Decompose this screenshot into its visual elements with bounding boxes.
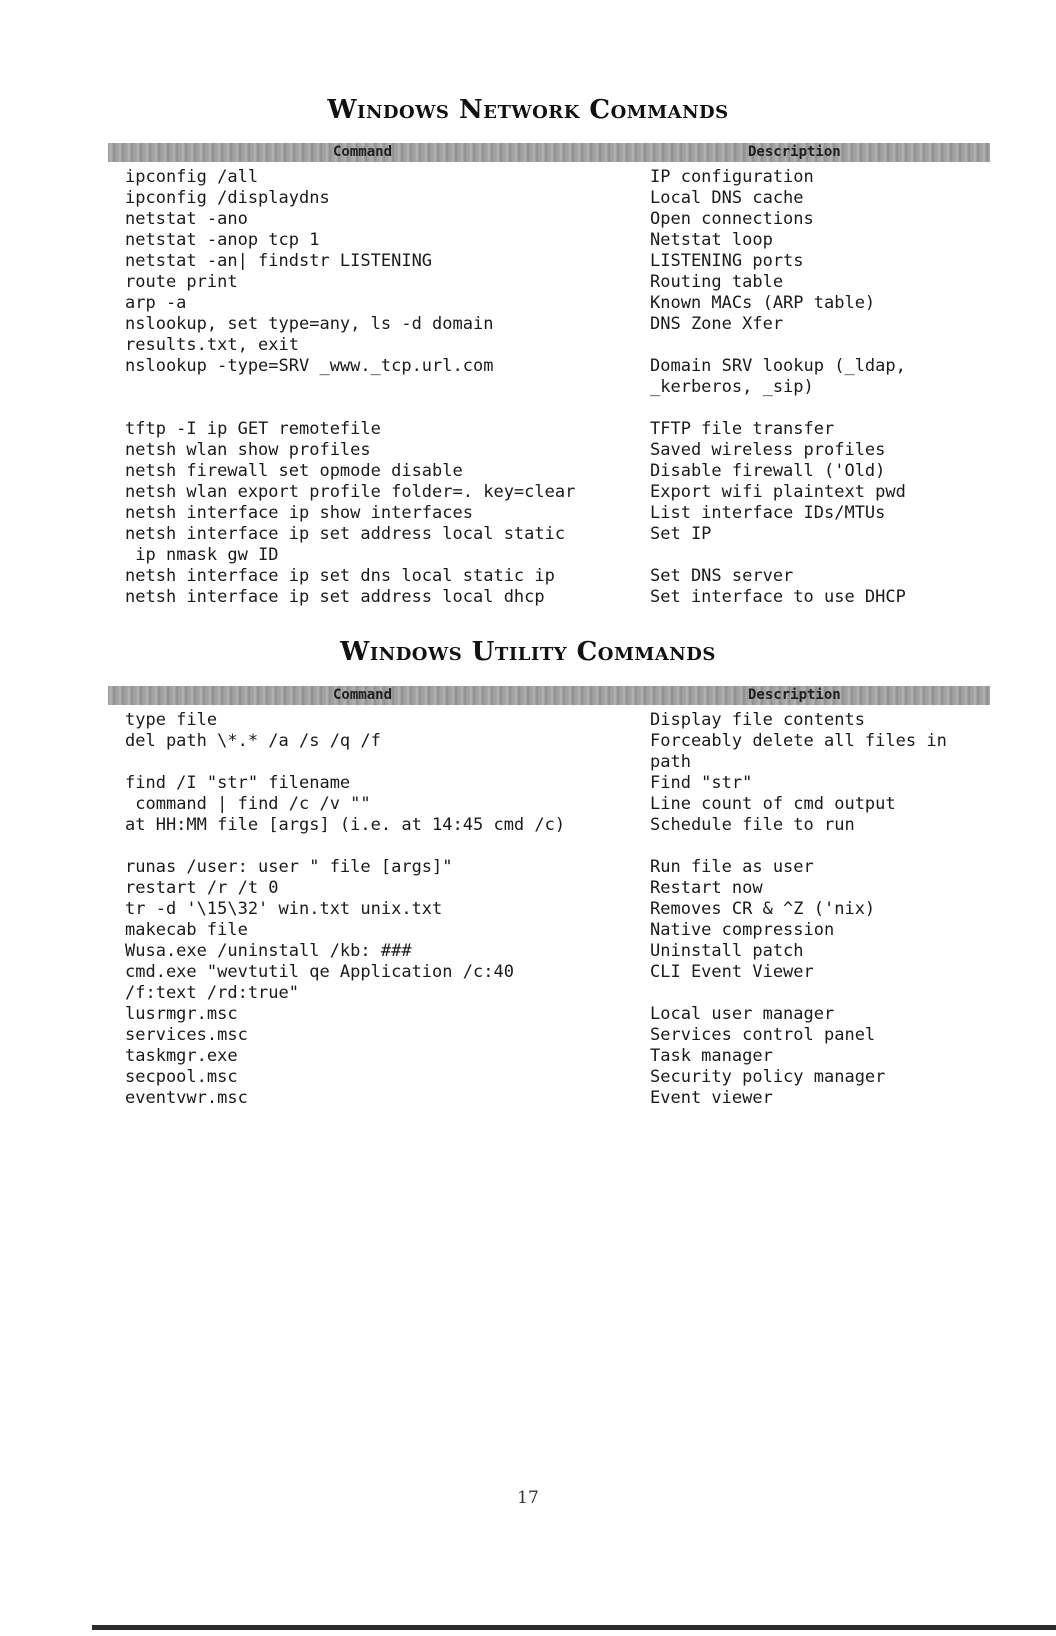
description-cell: Domain SRV lookup (_ldap, _kerberos, _sip) xyxy=(650,356,917,397)
description-cell: Uninstall patch xyxy=(650,941,804,961)
table-row xyxy=(0,314,1056,356)
table-row xyxy=(0,503,1056,524)
command-cell: netsh interface ip set address local dhcp xyxy=(125,587,545,607)
network-header-description: Description xyxy=(748,144,841,160)
table-row xyxy=(0,230,1056,251)
description-cell: Line count of cmd output xyxy=(650,794,896,814)
command-cell: tr -d '\15\32' win.txt unix.txt xyxy=(125,899,443,919)
command-cell: lusrmgr.msc xyxy=(125,1004,238,1024)
description-cell: Security policy manager xyxy=(650,1067,886,1087)
table-row xyxy=(0,419,1056,440)
table-row xyxy=(0,482,1056,503)
description-cell: Routing table xyxy=(650,272,784,292)
description-cell: TFTP file transfer xyxy=(650,419,835,439)
description-cell: Task manager xyxy=(650,1046,773,1066)
table-row xyxy=(0,1025,1056,1046)
description-cell: Services control panel xyxy=(650,1025,876,1045)
command-cell: nslookup -type=SRV _www._tcp.url.com xyxy=(125,356,494,376)
command-cell: ipconfig /displaydns xyxy=(125,188,330,208)
description-cell: Local DNS cache xyxy=(650,188,804,208)
command-cell: tftp -I ip GET remotefile xyxy=(125,419,381,439)
description-cell: Forceably delete all files in path xyxy=(650,731,958,772)
utility-table-header xyxy=(108,686,990,705)
command-cell: runas /user: user " file [args]" xyxy=(125,857,453,877)
description-cell: Set interface to use DHCP xyxy=(650,587,906,607)
command-cell: restart /r /t 0 xyxy=(125,878,279,898)
command-cell: type file xyxy=(125,710,218,730)
command-cell: Wusa.exe /uninstall /kb: ### xyxy=(125,941,412,961)
table-row xyxy=(0,857,1056,878)
table-row xyxy=(0,1046,1056,1067)
table-row xyxy=(0,188,1056,209)
utility-section-title: Windows Utility Commands xyxy=(340,637,716,667)
table-row xyxy=(0,356,1056,419)
table-row xyxy=(0,920,1056,941)
description-cell: Find "str" xyxy=(650,773,753,793)
description-cell: Event viewer xyxy=(650,1088,773,1108)
table-row xyxy=(0,251,1056,272)
command-cell: netsh interface ip set dns local static ip xyxy=(125,566,555,586)
table-row xyxy=(0,878,1056,899)
description-cell: Set DNS server xyxy=(650,566,794,586)
table-row xyxy=(0,1004,1056,1025)
description-cell: LISTENING ports xyxy=(650,251,804,271)
command-cell: taskmgr.exe xyxy=(125,1046,238,1066)
table-row xyxy=(0,1067,1056,1088)
description-cell: Restart now xyxy=(650,878,763,898)
command-cell: netsh firewall set opmode disable xyxy=(125,461,463,481)
description-cell: Set IP xyxy=(650,524,712,544)
command-cell: netsh wlan export profile folder=. key=clear xyxy=(125,482,576,502)
description-cell: IP configuration xyxy=(650,167,814,187)
utility-table-body xyxy=(0,710,1056,1109)
command-cell: command | find /c /v "" xyxy=(125,794,371,814)
table-row xyxy=(0,710,1056,731)
command-cell: netstat -an| findstr LISTENING xyxy=(125,251,433,271)
description-cell: Netstat loop xyxy=(650,230,773,250)
table-row xyxy=(0,731,1056,773)
table-row xyxy=(0,566,1056,587)
description-cell: Schedule file to run xyxy=(650,815,855,835)
description-cell: DNS Zone Xfer xyxy=(650,314,784,334)
description-cell: Display file contents xyxy=(650,710,865,730)
description-cell: Native compression xyxy=(650,920,835,940)
command-cell: ipconfig /all xyxy=(125,167,259,187)
command-cell: netsh interface ip show interfaces xyxy=(125,503,473,523)
command-cell: arp -a xyxy=(125,293,187,313)
description-cell: Run file as user xyxy=(650,857,814,877)
command-cell: netsh interface ip set address local static ip nmask gw ID xyxy=(125,524,566,565)
table-row xyxy=(0,272,1056,293)
command-cell: cmd.exe "wevtutil qe Application /c:40 /f:text /rd:true" xyxy=(125,962,525,1003)
utility-header-command: Command xyxy=(333,687,393,703)
table-row xyxy=(0,794,1056,815)
table-row xyxy=(0,1088,1056,1109)
command-cell: services.msc xyxy=(125,1025,248,1045)
description-cell: Local user manager xyxy=(650,1004,835,1024)
command-cell: eventvwr.msc xyxy=(125,1088,248,1108)
network-table-header xyxy=(108,143,990,162)
table-row xyxy=(0,209,1056,230)
command-cell: del path \*.* /a /s /q /f xyxy=(125,731,381,751)
utility-header-description: Description xyxy=(748,687,841,703)
table-row xyxy=(0,815,1056,857)
table-row xyxy=(0,524,1056,566)
description-cell: CLI Event Viewer xyxy=(650,962,814,982)
page-number: 17 xyxy=(517,1488,539,1508)
table-row xyxy=(0,440,1056,461)
description-cell: Disable firewall ('Old) xyxy=(650,461,886,481)
table-row xyxy=(0,167,1056,188)
table-row xyxy=(0,461,1056,482)
command-cell: makecab file xyxy=(125,920,248,940)
network-table-body xyxy=(0,167,1056,608)
command-cell: secpool.msc xyxy=(125,1067,238,1087)
description-cell: Known MACs (ARP table) xyxy=(650,293,876,313)
description-cell: Saved wireless profiles xyxy=(650,440,886,460)
table-row xyxy=(0,293,1056,314)
command-cell: find /I "str" filename xyxy=(125,773,351,793)
command-cell: at HH:MM file [args] (i.e. at 14:45 cmd /c) xyxy=(125,815,566,835)
command-cell: netstat -anop tcp 1 xyxy=(125,230,320,250)
description-cell: Removes CR & ^Z ('nix) xyxy=(650,899,876,919)
description-cell: Open connections xyxy=(650,209,814,229)
table-row xyxy=(0,962,1056,1004)
table-row xyxy=(0,899,1056,920)
network-section-title: Windows Network Commands xyxy=(327,95,729,125)
command-cell: netsh wlan show profiles xyxy=(125,440,371,460)
description-cell: List interface IDs/MTUs xyxy=(650,503,886,523)
table-row xyxy=(0,587,1056,608)
description-cell: Export wifi plaintext pwd xyxy=(650,482,906,502)
table-row xyxy=(0,773,1056,794)
table-row xyxy=(0,941,1056,962)
command-cell: nslookup, set type=any, ls -d domain results.txt, exit xyxy=(125,314,504,355)
command-cell: netstat -ano xyxy=(125,209,248,229)
network-header-command: Command xyxy=(333,144,393,160)
command-cell: route print xyxy=(125,272,238,292)
bottom-rule xyxy=(92,1625,1056,1630)
